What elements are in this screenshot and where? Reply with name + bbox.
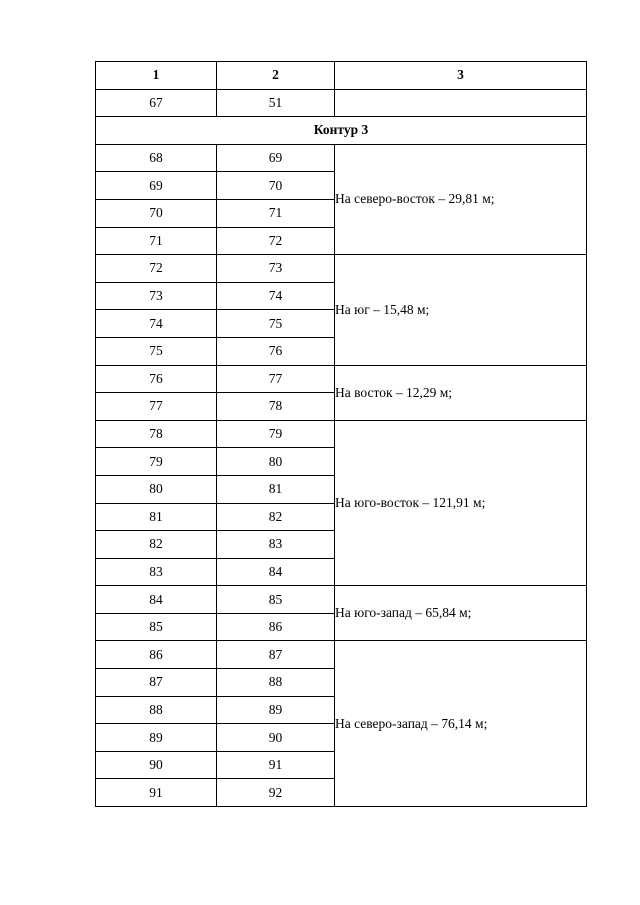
table-row — [96, 641, 587, 669]
point-from: 76 — [96, 365, 217, 393]
direction-description: На северо-восток – 29,81 м; — [335, 144, 587, 254]
point-from: 73 — [96, 282, 217, 310]
point-from: 79 — [96, 448, 217, 476]
table-row — [96, 144, 587, 172]
point-from: 72 — [96, 255, 217, 283]
point-from: 82 — [96, 531, 217, 559]
point-to: 85 — [217, 586, 335, 614]
point-from: 77 — [96, 393, 217, 421]
point-from: 69 — [96, 172, 217, 200]
point-to: 78 — [217, 393, 335, 421]
table-row — [96, 255, 587, 283]
point-from: 90 — [96, 751, 217, 779]
column-header-1: 1 — [96, 62, 217, 90]
direction-description: На юго-запад – 65,84 м; — [335, 586, 587, 641]
point-from: 67 — [96, 89, 217, 117]
point-to: 75 — [217, 310, 335, 338]
section-title: Контур 3 — [96, 117, 587, 145]
table-row — [96, 365, 587, 393]
point-from: 85 — [96, 613, 217, 641]
point-from: 70 — [96, 199, 217, 227]
point-from: 89 — [96, 724, 217, 752]
direction-description: На юго-восток – 121,91 м; — [335, 420, 587, 586]
point-to: 71 — [217, 199, 335, 227]
point-from: 80 — [96, 475, 217, 503]
point-to: 86 — [217, 613, 335, 641]
column-header-2: 2 — [217, 62, 335, 90]
point-to: 91 — [217, 751, 335, 779]
point-from: 74 — [96, 310, 217, 338]
table-header — [96, 62, 587, 90]
point-from: 75 — [96, 337, 217, 365]
point-to: 70 — [217, 172, 335, 200]
point-from: 81 — [96, 503, 217, 531]
table-row — [96, 89, 587, 117]
point-to: 82 — [217, 503, 335, 531]
point-to: 76 — [217, 337, 335, 365]
header-row — [96, 62, 587, 90]
point-from: 86 — [96, 641, 217, 669]
point-to: 79 — [217, 420, 335, 448]
point-from: 84 — [96, 586, 217, 614]
point-to: 51 — [217, 89, 335, 117]
point-from: 71 — [96, 227, 217, 255]
boundary-table — [95, 61, 587, 807]
point-from: 68 — [96, 144, 217, 172]
point-to: 90 — [217, 724, 335, 752]
direction-description — [335, 89, 587, 117]
point-to: 77 — [217, 365, 335, 393]
section-row — [96, 117, 587, 145]
point-from: 87 — [96, 669, 217, 697]
point-to: 73 — [217, 255, 335, 283]
point-to: 69 — [217, 144, 335, 172]
point-to: 92 — [217, 779, 335, 807]
table-row — [96, 420, 587, 448]
point-to: 88 — [217, 669, 335, 697]
point-from: 91 — [96, 779, 217, 807]
table-row — [96, 586, 587, 614]
point-from: 78 — [96, 420, 217, 448]
direction-description: На юг – 15,48 м; — [335, 255, 587, 365]
point-to: 81 — [217, 475, 335, 503]
point-to: 80 — [217, 448, 335, 476]
table-body — [96, 89, 587, 806]
point-to: 72 — [217, 227, 335, 255]
point-to: 83 — [217, 531, 335, 559]
point-to: 84 — [217, 558, 335, 586]
point-to: 89 — [217, 696, 335, 724]
column-header-3: 3 — [335, 62, 587, 90]
point-to: 74 — [217, 282, 335, 310]
point-to: 87 — [217, 641, 335, 669]
direction-description: На восток – 12,29 м; — [335, 365, 587, 420]
point-from: 88 — [96, 696, 217, 724]
direction-description: На северо-запад – 76,14 м; — [335, 641, 587, 807]
point-from: 83 — [96, 558, 217, 586]
